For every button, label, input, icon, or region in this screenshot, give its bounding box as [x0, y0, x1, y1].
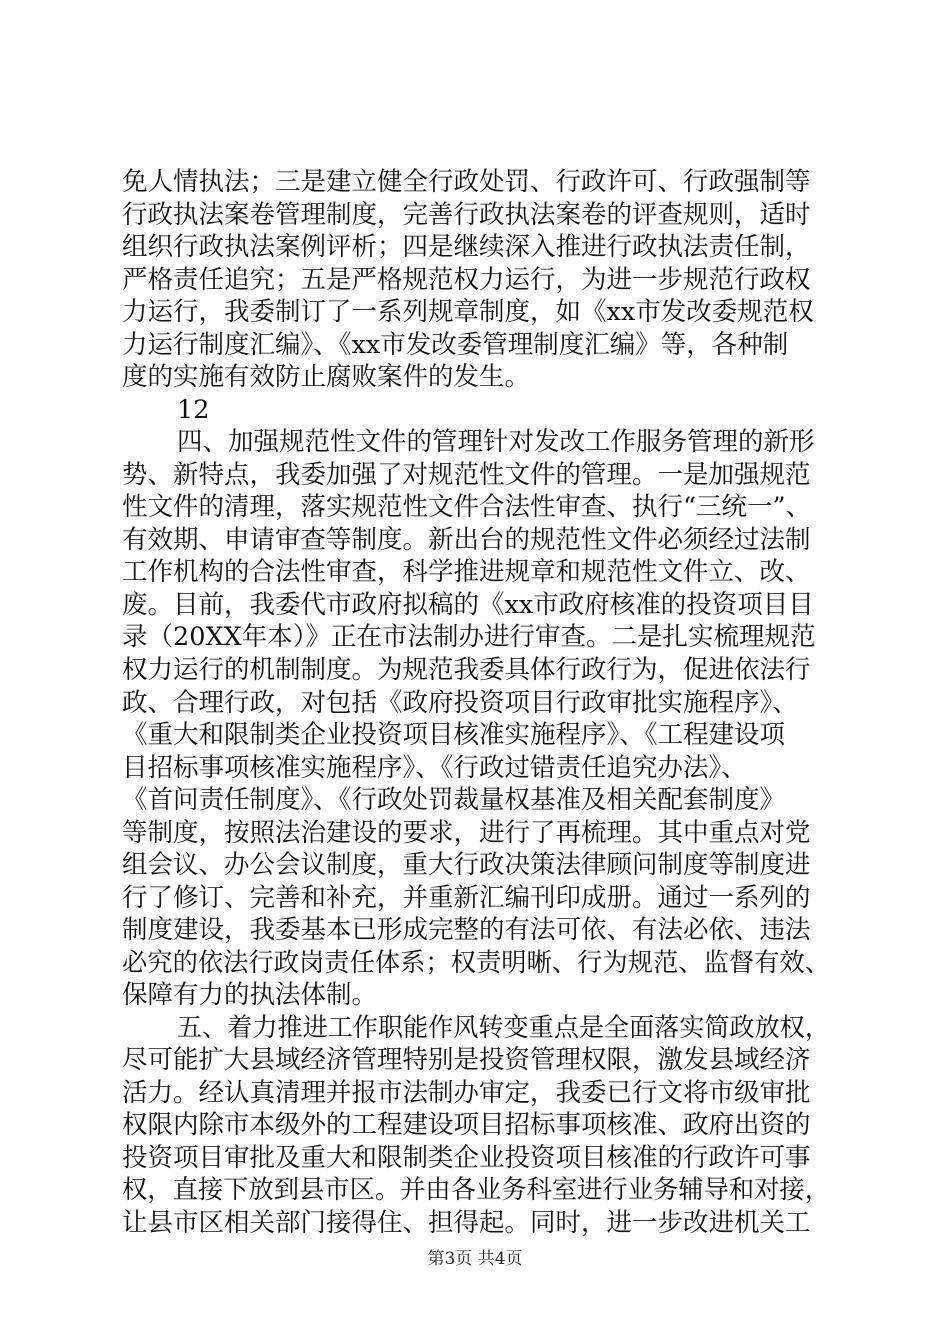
text-line: 录（20XX年本）》正在市法制办进行审查。二是扎实梳理规范: [122, 622, 816, 653]
text-line: 活力。经认真清理并报市法制办审定，我委已行文将市级审批: [122, 1077, 811, 1108]
text-line: 五、着力推进工作职能作风转变重点是全面落实简政放权，: [177, 1012, 831, 1043]
text-line: 制度建设，我委基本已形成完整的有法可依、有法必依、违法: [122, 915, 811, 946]
text-line: 权限内除市本级外的工程建设项目招标事项核准、政府出资的: [122, 1110, 811, 1141]
text-line: 必究的依法行政岗责任体系；权责明晰、行为规范、监督有效、: [122, 947, 831, 978]
text-line: 力运行，我委制订了一系列规章制度，如《xx市发改委规范权: [122, 297, 814, 328]
text-line: 有效期、申请审查等制度。新出台的规范性文件必须经过法制: [122, 524, 811, 555]
text-line: 行了修订、完善和补充，并重新汇编刊印成册。通过一系列的: [122, 882, 811, 913]
text-line: 度的实施有效防止腐败案件的发生。: [122, 362, 531, 393]
text-line: 四、加强规范性文件的管理针对发改工作服务管理的新形: [177, 427, 815, 458]
page-footer: 第3页 共4页: [427, 1249, 523, 1269]
text-line: 严格责任追究；五是严格规范权力运行，为进一步规范行政权: [122, 264, 811, 295]
text-line: 势、新特点，我委加强了对规范性文件的管理。一是加强规范: [122, 459, 811, 490]
text-line: 力运行制度汇编》、《xx市发改委管理制度汇编》等，各种制: [122, 329, 789, 360]
text-line: 免人情执法；三是建立健全行政处罚、行政许可、行政强制等: [122, 167, 811, 197]
text-line: 工作机构的合法性审查，科学推进规章和规范性文件立、改、: [122, 557, 811, 588]
text-line: 权，直接下放到县市区。并由各业务科室进行业务辅导和对接，: [122, 1175, 831, 1206]
text-line: 让县市区相关部门接得住、担得起。同时，进一步改进机关工: [122, 1208, 811, 1238]
text-line: 行政执法案卷管理制度，完善行政执法案卷的评查规则，适时: [122, 199, 811, 230]
text-line: 性文件的清理，落实规范性文件合法性审查、执行“三统一”、: [122, 492, 812, 523]
text-line: 组会议、办公会议制度，重大行政决策法律顾问制度等制度进: [122, 850, 811, 881]
text-line: 目招标事项核准实施程序》、《行政过错责任追究办法》、: [122, 752, 747, 783]
text-line: 权力运行的机制制度。为规范我委具体行政行为，促进依法行: [122, 654, 811, 685]
text-line: 《重大和限制类企业投资项目核准实施程序》、《工程建设项: [122, 720, 786, 751]
page-number-marker: 12: [177, 394, 210, 425]
text-line: 政、合理行政，对包括《政府投资项目行政审批实施程序》、: [122, 687, 798, 718]
text-line: 尽可能扩大县域经济管理特别是投资管理权限，激发县域经济: [122, 1045, 811, 1076]
text-line: 投资项目审批及重大和限制类企业投资项目核准的行政许可事: [122, 1142, 811, 1173]
text-line: 保障有力的执法体制。: [122, 980, 378, 1011]
text-line: 废。目前，我委代市政府拟稿的《xx市政府核准的投资项目目: [122, 589, 814, 620]
text-line: 等制度，按照法治建设的要求，进行了再梳理。其中重点对党: [122, 817, 811, 848]
text-line: 组织行政执法案例评析；四是继续深入推进行政执法责任制，: [122, 232, 811, 263]
text-line: 《首问责任制度》、《行政处罚裁量权基准及相关配套制度》: [122, 785, 786, 816]
